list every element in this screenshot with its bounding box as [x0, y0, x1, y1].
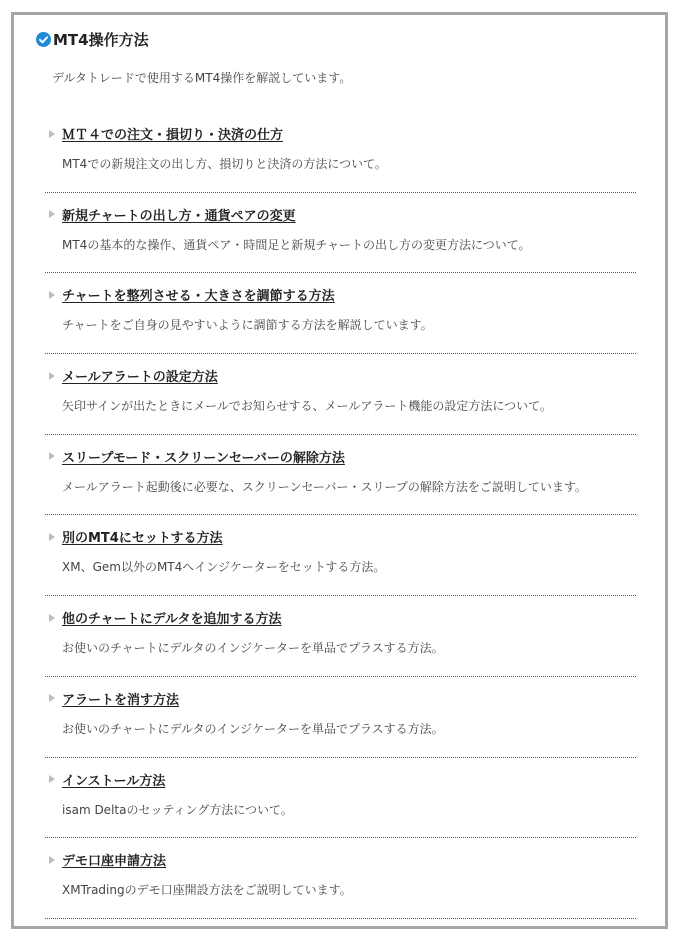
triangle-right-icon	[49, 210, 55, 218]
list-item	[45, 193, 636, 274]
list-item	[45, 435, 636, 516]
triangle-right-icon	[49, 775, 55, 783]
intro-text: デルタトレードで使用するMT4操作を解説しています。	[52, 71, 352, 85]
article-title[interactable]: デモ口座申請方法	[62, 854, 167, 870]
article-link[interactable]	[49, 689, 179, 708]
article-link[interactable]	[49, 285, 335, 304]
article-description: メールアラート起動後に必要な、スクリーンセーバー・スリープの解除方法をご説明しています。	[62, 479, 587, 494]
triangle-right-icon	[49, 614, 55, 622]
list-item	[45, 112, 636, 193]
list-item	[45, 515, 636, 596]
article-description: 矢印サインが出たときにメールでお知らせする、メールアラート機能の設定方法について。	[62, 399, 552, 414]
article-link[interactable]	[49, 366, 218, 385]
article-title[interactable]: スリープモード・スクリーンセーバーの解除方法	[62, 450, 345, 466]
article-description: お使いのチャートにデルタのインジケーターを単品でプラスする方法。	[62, 641, 444, 656]
list-item	[45, 596, 636, 677]
triangle-right-icon	[49, 130, 55, 138]
article-title[interactable]: 別のMT4にセットする方法	[62, 531, 223, 547]
triangle-right-icon	[49, 694, 55, 702]
article-link[interactable]	[49, 447, 345, 466]
article-link[interactable]	[49, 850, 166, 869]
article-description: XM、Gem以外のMT4へインジケーターをセットする方法。	[62, 560, 386, 575]
article-link[interactable]	[49, 608, 281, 627]
article-link[interactable]	[49, 124, 283, 143]
list-item	[45, 758, 636, 839]
article-link[interactable]	[49, 527, 222, 546]
article-title[interactable]: アラートを消す方法	[62, 692, 180, 708]
triangle-right-icon	[49, 856, 55, 864]
article-description: チャートをご自身の見やすいように調節する方法を解説しています。	[62, 318, 433, 333]
article-description: お使いのチャートにデルタのインジケーターを単品でプラスする方法。	[62, 721, 444, 736]
article-title[interactable]: ＭＴ４での注文・損切り・決済の仕方	[62, 128, 284, 143]
article-description: XMTradingのデモ口座開設方法をご説明しています。	[62, 883, 352, 898]
triangle-right-icon	[49, 533, 55, 541]
page-title: MT4操作方法	[53, 31, 149, 49]
list-item	[45, 838, 636, 919]
check-circle-icon	[36, 32, 51, 47]
article-link[interactable]	[49, 205, 296, 224]
triangle-right-icon	[49, 291, 55, 299]
article-list	[45, 112, 636, 919]
article-description: MT4での新規注文の出し方、損切りと決済の方法について。	[62, 157, 387, 171]
triangle-right-icon	[49, 452, 55, 460]
article-title[interactable]: 他のチャートにデルタを追加する方法	[62, 612, 282, 628]
article-title[interactable]: 新規チャートの出し方・通貨ペアの変更	[62, 208, 296, 224]
list-item	[45, 273, 636, 354]
triangle-right-icon	[49, 372, 55, 380]
article-title[interactable]: チャートを整列させる・大きさを調節する方法	[62, 289, 335, 305]
list-item	[45, 677, 636, 758]
section-header	[36, 29, 149, 50]
article-title[interactable]: メールアラートの設定方法	[62, 370, 218, 386]
article-title[interactable]: インストール方法	[62, 773, 166, 789]
list-item	[45, 354, 636, 435]
article-description: isam Deltaのセッティング方法について。	[62, 802, 293, 817]
content-panel	[11, 12, 668, 929]
article-description: MT4の基本的な操作、通貨ペア・時間足と新規チャートの出し方の変更方法について。	[62, 237, 531, 252]
article-link[interactable]	[49, 770, 165, 789]
